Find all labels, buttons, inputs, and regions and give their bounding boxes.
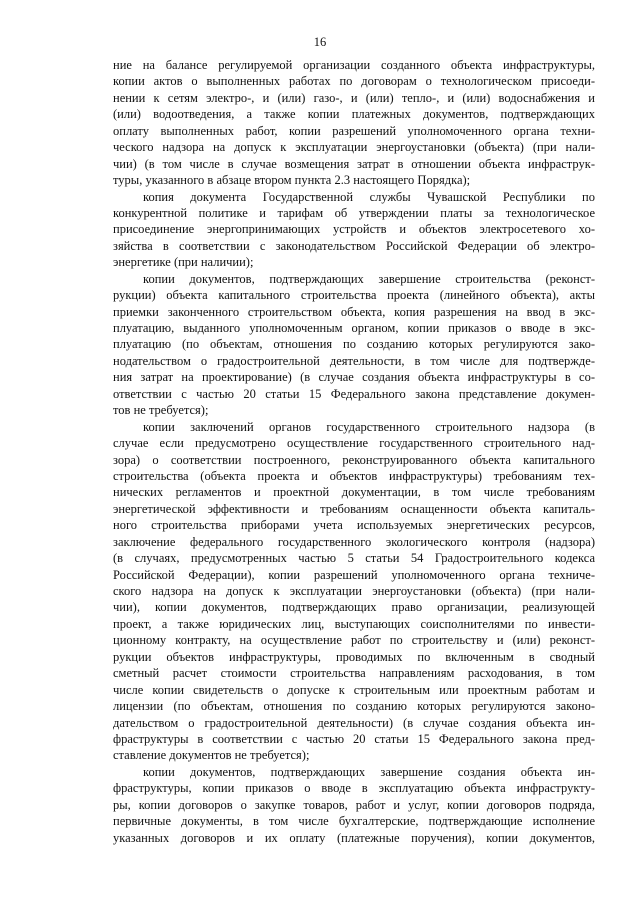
- text-line: лицензии (по объектам, отношения по созданию которых регулируются законо-: [113, 699, 595, 714]
- text-line: энергетике (при наличии);: [113, 255, 254, 270]
- text-line: указанных договоров и их оплату (платежные поручения), копии документов,: [113, 830, 595, 845]
- text-line: нических регламентов и проектной документации, в том числе требованиям: [113, 485, 595, 500]
- text-line: тов не требуется);: [113, 403, 209, 418]
- text-line: туры, указанного в абзаце втором пункта 2.3 настоящего Порядка);: [113, 173, 471, 188]
- text-line: нении к сетям электро-, и (или) газо-, и (или) тепло-, и (или) водоснабжения и: [113, 90, 595, 105]
- text-line: заключение федерального государственного экологического контроля (надзора): [113, 534, 595, 549]
- text-line: плуатацию (по объектам, отношения по созданию которых регулируются зако-: [113, 337, 595, 352]
- paragraph-first-line: копии документов, подтверждающих завершение строительства (реконст-: [143, 271, 595, 286]
- text-line: дательством о градостроительной деятельности) (в случае создания объекта ин-: [113, 715, 595, 730]
- text-line: числе копии свидетельств о допуске к строительным или проектным работам и: [113, 682, 595, 697]
- text-line: случае если предусмотрено осуществление государственного строительного над-: [113, 436, 595, 451]
- text-line: ционному контракту, на осуществление работ по строительству и (или) реконст-: [113, 633, 595, 648]
- text-line: рукции объектов инфраструктуры, проводимых по включенным в сводный: [113, 649, 595, 664]
- text-line: энергетической эффективности и требованиям оснащенности объекта капиталь-: [113, 501, 595, 516]
- text-line: фраструктуры, копии приказов о вводе в эксплуатацию объекта инфраструкту-: [113, 781, 595, 796]
- text-line: проект, а также юридических лиц, выступающих соисполнителями по инвести-: [113, 616, 595, 631]
- body-text: [113, 57, 595, 846]
- text-line: присоединение энергопринимающих устройств и объектов электросетевого хо-: [113, 222, 595, 237]
- text-line: чии) (в том числе в случае возмещения затрат в отношении объекта инфраструк-: [113, 156, 595, 171]
- text-line: ного строительства приборами учета используемых энергетических ресурсов,: [113, 518, 595, 533]
- text-line: ния затрат на проектирование) (в случае создания объекта инфраструктуры в со-: [113, 370, 595, 385]
- text-line: Российской Федерации), копии разрешений уполномоченного органа техниче-: [113, 567, 595, 582]
- text-line: ставление документов не требуется);: [113, 748, 310, 763]
- text-line: ры, копии договоров о закупке товаров, работ и услуг, копии договоров подряда,: [113, 797, 595, 812]
- text-line: зора) о соответствии построенного, реконструированного объекта капитального: [113, 452, 595, 467]
- text-line: оплату выполненных работ, копии разрешений уполномоченного органа техни-: [113, 123, 595, 138]
- text-line: нодательством о градостроительной деятельности, в том числе для подтвержде-: [113, 353, 595, 368]
- paragraph-first-line: копии заключений органов государственного строительного надзора (в: [143, 419, 595, 434]
- text-line: строительства (объекта проекта и объектов инфраструктуры) требованиям тех-: [113, 468, 595, 483]
- text-line: (или) водоотведения, а также копии платежных документов, подтверждающих: [113, 107, 595, 122]
- text-line: первичные документы, в том числе бухгалтерские, подтверждающие исполнение: [113, 814, 595, 829]
- text-line: зяйства в соответствии с законодательством Российской Федерации об электро-: [113, 238, 595, 253]
- text-line: ского надзора на допуск к эксплуатации энергоустановки (объекта) (при нали-: [113, 584, 595, 598]
- text-line: приемки законченного строительством объекта, копия разрешения на ввод в экс-: [113, 304, 595, 319]
- text-line: сметный расчет стоимости строительства направлениям расходования, в том: [113, 666, 595, 681]
- paragraph-first-line: копия документа Государственной службы Чувашской Республики по: [143, 189, 595, 204]
- text-line: копии актов о выполненных работах по договорам о технологическом присоеди-: [113, 74, 595, 89]
- text-line: (в случаях, предусмотренных частью 5 статьи 54 Градостроительного кодекса: [113, 551, 595, 566]
- text-line: ческого надзора на допуск к эксплуатации энергоустановки (объекта) (при нали-: [113, 140, 595, 155]
- text-line: чии), копии документов, подтверждающих право организации, реализующей: [113, 600, 595, 615]
- text-line: ние на балансе регулируемой организации созданного объекта инфраструктуры,: [113, 58, 595, 72]
- text-line: фраструктуры в соответствии с частью 20 статьи 15 Федерального закона пред-: [113, 731, 595, 746]
- text-line: плуатацию, выданного уполномоченным органом, копии приказов о вводе в экс-: [113, 321, 595, 335]
- paragraph-first-line: копии документов, подтверждающих завершение создания объекта ин-: [143, 764, 595, 779]
- text-line: рукции) объекта капитального строительства проекта (линейного объекта), акты: [113, 288, 595, 303]
- text-line: конкурентной политике и тарифам об утверждении платы за технологическое: [113, 205, 595, 220]
- page-number: 16: [313, 35, 327, 49]
- text-line: ответствии с частью 20 статьи 15 Федерального закона представление докумен-: [113, 386, 595, 401]
